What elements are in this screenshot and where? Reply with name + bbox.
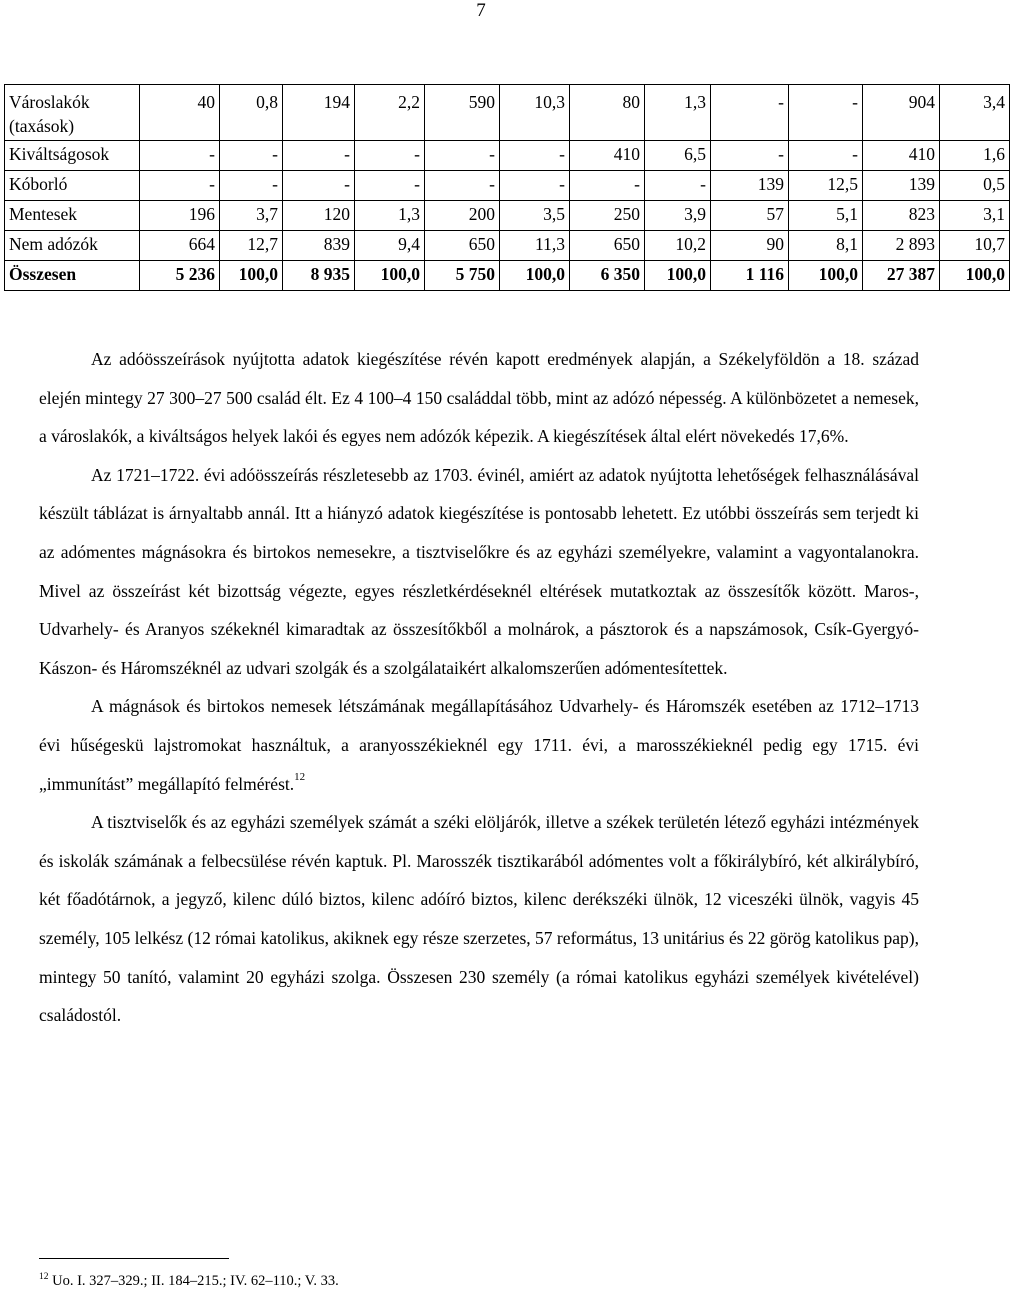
table-cell: 100,0 [220,261,283,291]
table-cell: 100,0 [500,261,570,291]
table-cell: - [425,141,500,171]
table-cell: 80 [570,85,645,141]
table-cell: - [645,171,711,201]
table-cell: 11,3 [500,231,570,261]
table-cell: 410 [863,141,940,171]
table-cell: 1 116 [711,261,789,291]
table-cell: 9,4 [355,231,425,261]
table-cell: 10,2 [645,231,711,261]
table-cell: 100,0 [940,261,1010,291]
table-cell: - [355,141,425,171]
table-cell: 8,1 [789,231,863,261]
table-cell: 5 750 [425,261,500,291]
table-cell: 5 236 [140,261,220,291]
row-label: Kiváltságosok [5,141,140,171]
table-cell: - [355,171,425,201]
table-cell: 12,7 [220,231,283,261]
table-cell: 0,8 [220,85,283,141]
table-cell: 100,0 [789,261,863,291]
table-cell: - [789,141,863,171]
table-cell: 410 [570,141,645,171]
table-cell: 27 387 [863,261,940,291]
table-cell: - [140,141,220,171]
table-cell: - [711,85,789,141]
table-cell: 139 [863,171,940,201]
table-cell: 194 [283,85,355,141]
table-cell: 664 [140,231,220,261]
row-label: Kóborló [5,171,140,201]
table-cell: - [283,141,355,171]
row-label: Összesen [5,261,140,291]
table-cell: 823 [863,201,940,231]
paragraph: Az 1721–1722. évi adóösszeírás részletesebb az 1703. évinél, amiért az adatok nyújtotta lehetőségek felhasználásával készült táblázat is árnyaltabb annál. Itt a hiányzó adatok kiegészítése is pontosabb lehetett. Ez utóbbi összeírás sem terjedt ki az adómentes mágnásokra és birtokos nemesekre, a tisztviselőkre és az egyházi személyekre, valamint a vagyontalanokra. Mivel az összeírást két bizottság végezte, egyes részletkérdéseknél eltérések mutatkoztak az összesítők között. Maros-, Udvarhely- és Aranyos székeknél kimaradtak az összesítőkből a molnárok, a pásztorok és a napszámosok, Csík-Gyergyó-Kászon- és Háromszéknél az udvari szolgák és a szolgálataikért alkalomszerűen adómentesítettek. [39,464,919,678]
table-cell: - [711,141,789,171]
table-cell: 1,6 [940,141,1010,171]
paragraph: Az adóösszeírások nyújtotta adatok kiegészítése révén kapott eredmények alapján, a Székelyföldön a 18. század elején mintegy 27 300–27 500 család élt. Ez 4 100–4 150 családdal több, mint az adózó népesség. A különbözetet a nemesek, a városlakók, a kiváltságos helyek lakói és egyes nem adózók képezik. A kiegészítések által elért növekedés 17,6%. [39,349,919,447]
table-cell: 10,7 [940,231,1010,261]
table-cell: 3,5 [500,201,570,231]
page-number: 7 [476,0,486,21]
table-cell: 3,1 [940,201,1010,231]
table-row [5,261,1010,291]
table-row [5,201,1010,231]
table-cell: 10,3 [500,85,570,141]
table-row [5,141,1010,171]
table-cell: 1,3 [355,201,425,231]
body-text [39,340,919,1035]
table-cell: - [570,171,645,201]
table-cell: - [425,171,500,201]
footnote-separator [39,1258,229,1259]
row-label: Városlakók (taxások) [5,85,140,141]
table-cell: 3,4 [940,85,1010,141]
footnote-number: 12 [39,1272,49,1282]
table-cell: 5,1 [789,201,863,231]
table-cell: 1,3 [645,85,711,141]
table-cell: - [140,171,220,201]
table-cell: - [500,171,570,201]
table-cell: 0,5 [940,171,1010,201]
table-cell: 6 350 [570,261,645,291]
footnote-text: Uo. I. 327–329.; II. 184–215.; IV. 62–110.; V. 33. [52,1273,339,1289]
paragraph-text: A mágnások és birtokos nemesek létszámának megállapításához Udvarhely- és Háromszék esetében az 1712–1713 évi hűségeskü lajstromokat használtuk, a aranyosszékieknél egy 1711. évi, a marosszékieknél pedig egy 1715. évi „immunítást” megállapító felmérést. [39,696,919,794]
table-cell: - [789,85,863,141]
row-label: Mentesek [5,201,140,231]
table-cell: 904 [863,85,940,141]
table-row [5,231,1010,261]
table-cell: 3,9 [645,201,711,231]
table-cell: - [500,141,570,171]
table-cell: 90 [711,231,789,261]
table-cell: - [220,171,283,201]
row-label: Nem adózók [5,231,140,261]
table-cell: 100,0 [355,261,425,291]
table-cell: 250 [570,201,645,231]
paragraph [39,687,919,803]
table-cell: 8 935 [283,261,355,291]
table-cell: 2,2 [355,85,425,141]
footnote-reference: 12 [294,770,306,783]
table-cell: 100,0 [645,261,711,291]
table-cell: 3,7 [220,201,283,231]
table-cell: 120 [283,201,355,231]
table-cell: 12,5 [789,171,863,201]
table-cell: 196 [140,201,220,231]
table-cell: 650 [425,231,500,261]
table-body [5,85,1010,291]
table-cell: 590 [425,85,500,141]
table-cell: 200 [425,201,500,231]
table-cell: 839 [283,231,355,261]
table-cell: 40 [140,85,220,141]
table-cell: - [283,171,355,201]
table-cell: 57 [711,201,789,231]
table-row [5,85,1010,141]
footnote [39,1270,339,1292]
table-cell: 6,5 [645,141,711,171]
paragraph: A tisztviselők és az egyházi személyek számát a széki elöljárók, illetve a székek területén létező egyházi intézmények és iskolák számának a felbecsülése révén kaptuk. Pl. Marosszék tisztikarából adómentes volt a főkirálybíró, két alkirálybíró, két főadótárnok, a jegyző, kilenc dúló biztos, kilenc adóíró biztos, kilenc derékszéki ülnök, 12 viceszéki ülnök, vagyis 45 személy, 105 lelkész (12 római katolikus, akiknek egy része szerzetes, 57 református, 13 unitárius és 22 görög katolikus pap), mintegy 50 tanító, valamint 20 egyházi szolga. Összesen 230 személy (a római katolikus egyházi személyek kivételével) családostól. [39,812,919,1026]
table-row [5,171,1010,201]
table-cell: 2 893 [863,231,940,261]
data-table [4,84,1010,291]
table-cell: - [220,141,283,171]
table-cell: 650 [570,231,645,261]
table-cell: 139 [711,171,789,201]
